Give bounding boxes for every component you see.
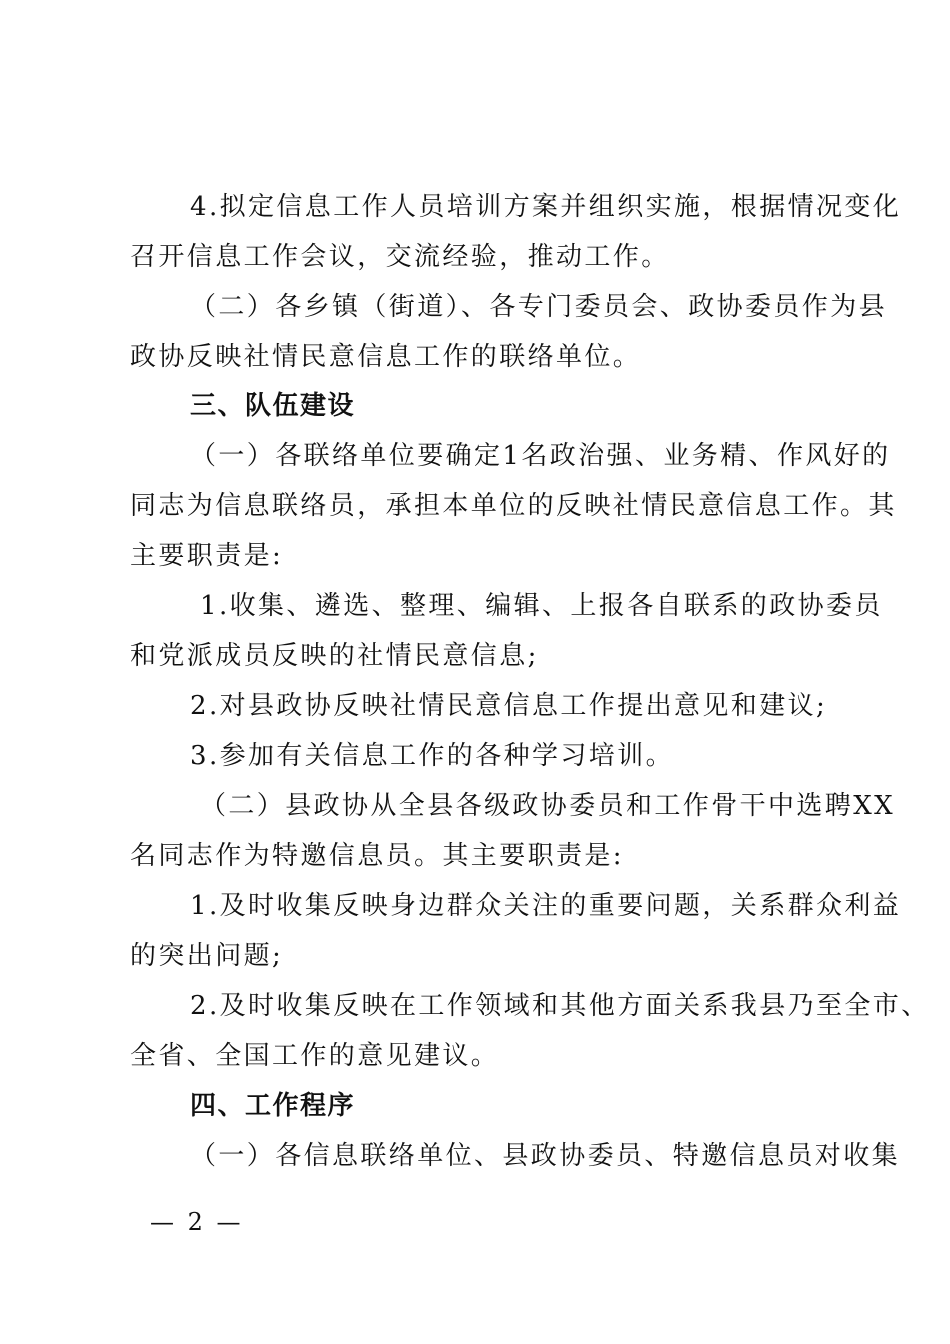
paragraph-line: 召开信息工作会议，交流经验，推动工作。	[130, 242, 670, 272]
section-heading: 三、队伍建设	[190, 391, 356, 421]
page-number: — 2 —	[150, 1208, 244, 1236]
paragraph-line: 的突出问题;	[130, 941, 284, 971]
paragraph-line: 全省、全国工作的意见建议。	[130, 1041, 500, 1071]
paragraph-line: 同志为信息联络员，承担本单位的反映社情民意信息工作。其	[130, 491, 897, 521]
paragraph-line: （二）各乡镇（街道）、各专门委员会、政协委员作为县	[190, 292, 888, 322]
paragraph-line: 2.对县政协反映社情民意信息工作提出意见和建议;	[190, 691, 828, 721]
paragraph-line: 名同志作为特邀信息员。其主要职责是:	[130, 841, 624, 871]
paragraph-line: （一）各信息联络单位、县政协委员、特邀信息员对收集	[190, 1141, 901, 1171]
paragraph-line: 4.拟定信息工作人员培训方案并组织实施，根据情况变化	[190, 192, 902, 222]
paragraph-line: 3.参加有关信息工作的各种学习培训。	[190, 741, 675, 771]
paragraph-line: （二）县政协从全县各级政协委员和工作骨干中选聘XX	[200, 791, 896, 821]
paragraph-line: （一）各联络单位要确定1名政治强、业务精、作风好的	[190, 441, 891, 471]
section-heading: 四、工作程序	[190, 1091, 356, 1121]
paragraph-line: 和党派成员反映的社情民意信息;	[130, 641, 539, 671]
paragraph-line: 1.及时收集反映身边群众关注的重要问题，关系群众利益	[190, 891, 902, 921]
paragraph-line: 政协反映社情民意信息工作的联络单位。	[130, 342, 642, 372]
paragraph-line: 1.收集、遴选、整理、编辑、上报各自联系的政协委员	[200, 591, 883, 621]
paragraph-line: 主要职责是:	[130, 541, 284, 571]
paragraph-line: 2.及时收集反映在工作领域和其他方面关系我县乃至全市、	[190, 991, 930, 1021]
